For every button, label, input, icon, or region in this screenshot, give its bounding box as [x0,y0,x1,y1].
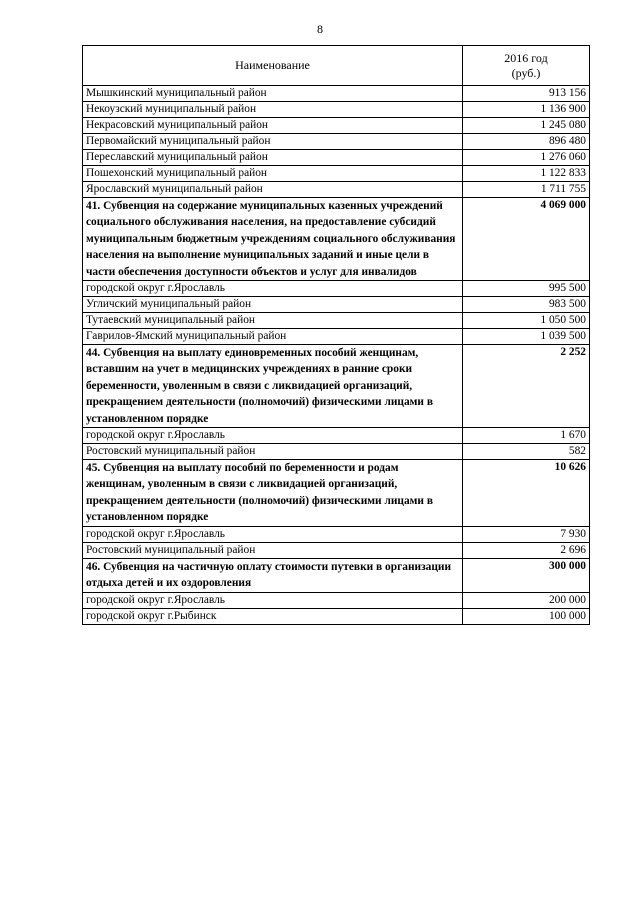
row-name: городской округ г.Ярославль [83,592,463,608]
row-amount: 1 136 900 [463,102,590,118]
page-number: 8 [317,22,323,36]
budget-table [82,45,590,625]
section-row [83,198,590,281]
table-row [83,542,590,558]
section-amount: 300 000 [463,558,590,592]
row-name: городской округ г.Ярославль [83,428,463,444]
row-name: Пошехонский муниципальный район [83,166,463,182]
table-row [83,444,590,460]
table-row [83,150,590,166]
row-amount: 913 156 [463,86,590,102]
table-row [83,118,590,134]
row-name: Переславский муниципальный район [83,150,463,166]
section-title: 41. Субвенция на содержание муниципальных казенных учреждений социального обслуживания населения, на предоставление субсидий муниципальным бюджетным учреждениям социального обслуживания населения на выполнение муниципальных заданий и иные цели в части обеспечения доступности объектов и услуг для инвалидов [83,198,463,281]
table-row [83,608,590,624]
table-row [83,428,590,444]
row-amount: 983 500 [463,297,590,313]
row-name: Угличский муниципальный район [83,297,463,313]
row-name: Мышкинский муниципальный район [83,86,463,102]
section-row [83,345,590,428]
row-amount: 1 711 755 [463,182,590,198]
row-amount: 1 122 833 [463,166,590,182]
row-name: Тутаевский муниципальный район [83,313,463,329]
row-name: Гаврилов-Ямский муниципальный район [83,329,463,345]
table-row [83,297,590,313]
table-header-row [83,46,590,86]
section-row [83,460,590,527]
section-title: 45. Субвенция на выплату пособий по беременности и родам женщинам, уволенным в связи с ликвидацией организаций, прекращением деятельности (полномочий) физическими лицами в установленном порядке [83,460,463,527]
row-name: Ростовский муниципальный район [83,542,463,558]
table-row [83,313,590,329]
table-row [83,134,590,150]
row-name: Ярославский муниципальный район [83,182,463,198]
row-amount: 1 670 [463,428,590,444]
row-amount: 1 050 500 [463,313,590,329]
column-header-name: Наименование [83,46,463,86]
section-title: 46. Субвенция на частичную оплату стоимости путевки в организации отдыха детей и их оздоровления [83,558,463,592]
row-amount: 1 039 500 [463,329,590,345]
row-name: Некрасовский муниципальный район [83,118,463,134]
row-name: городской округ г.Ярославль [83,526,463,542]
row-amount: 200 000 [463,592,590,608]
column-header-year [463,46,590,86]
table-row [83,281,590,297]
row-amount: 7 930 [463,526,590,542]
row-amount: 1 276 060 [463,150,590,166]
row-amount: 896 480 [463,134,590,150]
table-row [83,526,590,542]
row-amount: 100 000 [463,608,590,624]
row-name: городской округ г.Ярославль [83,281,463,297]
row-name: Ростовский муниципальный район [83,444,463,460]
table-row [83,182,590,198]
section-amount: 10 626 [463,460,590,527]
row-amount: 1 245 080 [463,118,590,134]
table-row [83,166,590,182]
row-name: городской округ г.Рыбинск [83,608,463,624]
row-amount: 995 500 [463,281,590,297]
row-amount: 2 696 [463,542,590,558]
column-header-unit: (руб.) [511,65,541,80]
table-row [83,592,590,608]
column-header-year-label: 2016 год [504,50,548,65]
section-title: 44. Субвенция на выплату единовременных пособий женщинам, вставшим на учет в медицинских учреждениях в ранние сроки беременности, уволенным в связи с ликвидацией организаций, прекращением деятельности (полномочий) физическими лицами в установленном порядке [83,345,463,428]
table-row [83,329,590,345]
row-amount: 582 [463,444,590,460]
section-row [83,558,590,592]
table-row [83,86,590,102]
section-amount: 4 069 000 [463,198,590,281]
row-name: Первомайский муниципальный район [83,134,463,150]
section-amount: 2 252 [463,345,590,428]
row-name: Некоузский муниципальный район [83,102,463,118]
table-row [83,102,590,118]
